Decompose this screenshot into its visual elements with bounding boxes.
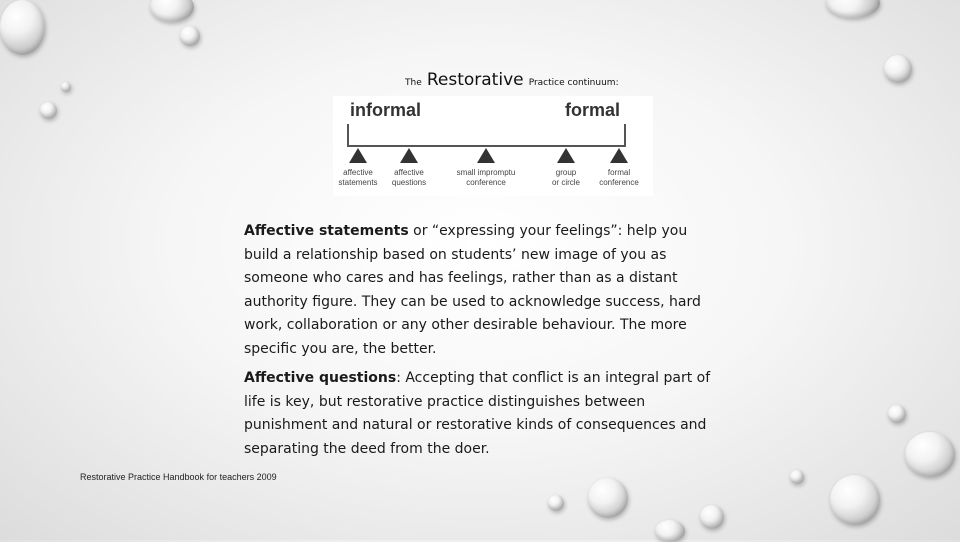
water-drop-decoration [548, 495, 564, 511]
water-drop-decoration [830, 475, 880, 525]
water-drop-decoration [180, 26, 200, 46]
informal-label: informal [350, 100, 422, 120]
stage-marker-4 [557, 148, 575, 163]
source-citation: Restorative Practice Handbook for teachers 2009 [80, 472, 277, 482]
water-drop-decoration [655, 520, 685, 542]
water-drop-decoration [884, 55, 912, 83]
title-main: Restorative [426, 70, 524, 90]
title-suffix: Practice continuum: [528, 78, 619, 88]
water-drop-decoration [588, 478, 628, 518]
stage-label-group-or-circle: group or circle [551, 168, 580, 187]
affective-questions-term: Affective questions [244, 370, 397, 386]
water-drop-decoration [0, 0, 45, 55]
water-drop-decoration [905, 432, 955, 477]
affective-statements-paragraph [244, 220, 724, 361]
stage-label-affective-statements: affective statements [338, 168, 378, 187]
water-drop-decoration [700, 505, 724, 529]
affective-questions-text: : Accepting that conflict is an integral part of life is key, but restorative practice distinguishes between punishment and natural or restorative kinds of consequences and separating the deed from the doer. [244, 370, 711, 457]
stage-marker-3 [477, 148, 495, 163]
title-prefix: The [405, 78, 422, 88]
continuum-diagram [333, 96, 653, 196]
stage-marker-1 [349, 148, 367, 163]
stage-label-formal-conference: formal conference [599, 168, 639, 187]
formal-label: formal [565, 100, 621, 120]
water-drop-decoration [826, 0, 880, 18]
stage-label-affective-questions: affective questions [391, 168, 427, 187]
water-drop-decoration [790, 470, 804, 484]
water-drop-decoration [40, 102, 57, 119]
affective-questions-paragraph [244, 367, 724, 461]
stage-label-small-impromptu-conference: small impromptu conference [456, 168, 516, 187]
slide-title [405, 70, 619, 90]
stage-marker-2 [400, 148, 418, 163]
water-drop-decoration [61, 82, 71, 92]
stage-marker-5 [610, 148, 628, 163]
water-drop-decoration [888, 405, 906, 423]
affective-statements-term: Affective statements [244, 223, 409, 239]
affective-statements-text: or “expressing your feelings”: help you build a relationship based on students’ new image of you as someone who cares and has feelings, rather than as a distant authority figure. They can be used to acknowledge success, hard work, collaboration or any other desirable behaviour. The more specific you are, the better. [244, 223, 701, 357]
water-drop-decoration [150, 0, 194, 22]
